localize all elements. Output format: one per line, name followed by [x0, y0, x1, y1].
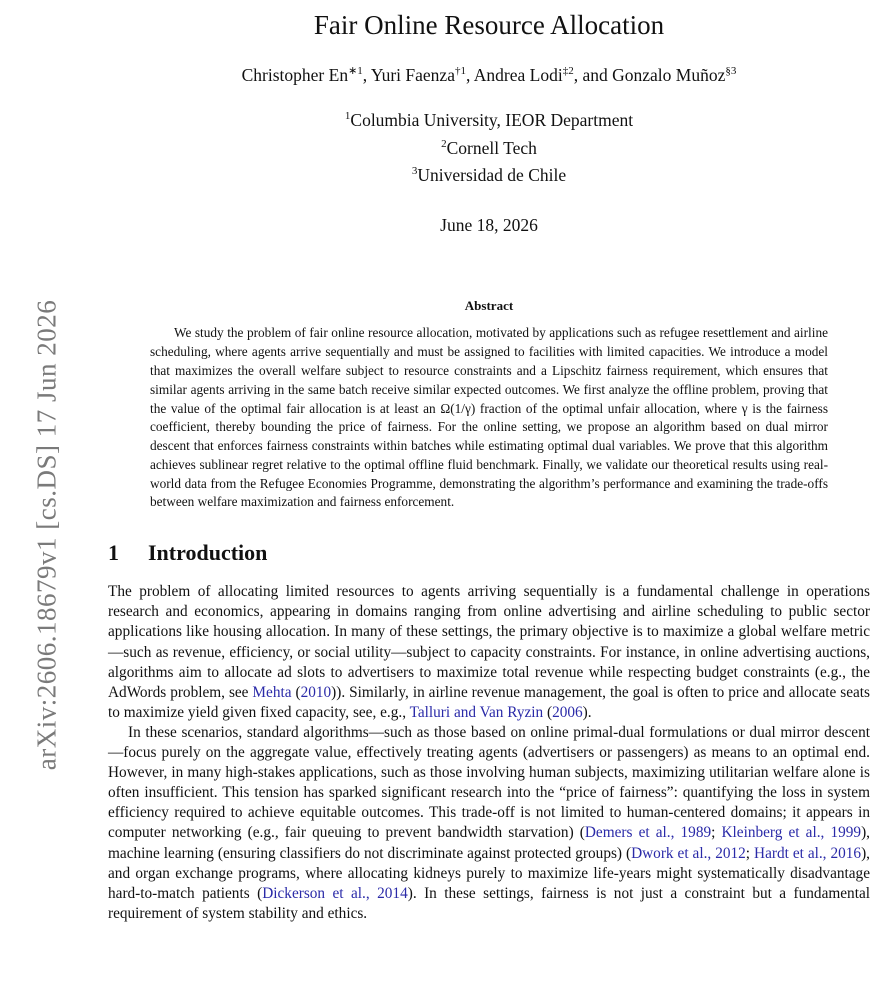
citation-link[interactable]: Dwork et al., 2012	[631, 844, 746, 862]
author-mark: ∗1	[348, 65, 363, 77]
affiliation	[108, 104, 870, 132]
paragraph-text: (	[543, 703, 553, 721]
paragraph-text: In these scenarios, standard algorithms—such as those based on online primal-dual formulations or dual mirror descent—focus purely on the aggregate value, effectively treating agents (advertisers or passengers) as means to an optimal end. However, in many high-stakes applications, such as those involving human subjects, maximizing utilitarian welfare alone is often insufficient. This tension has sparked significant research into the “price of fairness”: quantifying the loss in system efficiency required to achieve equitable outcomes. This trade-off is not limited to human-centered domains; it appears in computer networking (e.g., fair queuing to prevent bandwidth starvation) (	[108, 723, 870, 842]
body-paragraph	[108, 582, 870, 723]
paragraph-text: ), and organ exchange programs, where allocating kidneys purely to maximize life-years might systematically disadvantage hard-to-match patients (	[108, 844, 870, 902]
citation-link[interactable]: Dickerson et al., 2014	[262, 884, 408, 902]
affiliation-mark: 2	[441, 137, 447, 150]
citation-link[interactable]: Hardt et al., 2016	[754, 844, 862, 862]
section-number: 1	[108, 540, 119, 566]
affiliation	[108, 132, 870, 160]
arxiv-sidebar	[32, 245, 62, 825]
citation-link[interactable]: Kleinberg et al., 1999	[721, 824, 862, 842]
abstract-heading: Abstract	[464, 298, 514, 314]
author-name: Gonzalo Muñoz	[612, 64, 726, 85]
author-mark: §3	[725, 65, 737, 77]
author-name: Yuri Faenza	[370, 64, 455, 85]
paper-date: June 18, 2026	[440, 215, 538, 236]
citation-link[interactable]: Demers et al., 1989	[584, 824, 712, 842]
author-mark: †1	[454, 65, 466, 77]
affiliation-text: Cornell Tech	[446, 137, 537, 158]
author-separator: ,	[362, 64, 371, 85]
citation-link[interactable]: 2010	[300, 683, 332, 701]
body-paragraph	[108, 723, 870, 924]
arxiv-identifier: arXiv:2606.18679v1 [cs.DS] 17 Jun 2026	[31, 299, 62, 771]
section-title: Introduction	[148, 540, 268, 566]
author-name: Andrea Lodi	[473, 64, 563, 85]
author-list	[108, 64, 870, 86]
author-separator: ,	[465, 64, 474, 85]
paper-page	[108, 0, 870, 924]
author-mark: ‡2	[562, 65, 574, 77]
citation-link[interactable]: Talluri and Van Ryzin	[409, 703, 544, 721]
abstract-text: We study the problem of fair online resource allocation, motivated by applications such as refugee resettlement and airline scheduling, where agents arrive sequentially and must be assigned to facilities with limited capacities. We introduce a model that maximizes the overall welfare subject to resource constraints and a Lipschitz fairness requirement, which ensures that similar agents arriving in the same batch receive similar expected outcomes. We first analyze the offline problem, proving that the value of the optimal fair allocation is at least an Ω(1/γ) fraction of the optimal unfair allocation, where γ is the fairness coefficient, thereby bounding the price of fairness. For the online setting, we propose an algorithm based on dual mirror descent that enforces fairness constraints within batches while estimating optimal dual variables. We prove that this algorithm achieves sublinear regret relative to the optimal offline fluid benchmark. Finally, we validate our theoretical results using real-world data from the Refugee Economies Programme, demonstrating the algorithm’s performance and examining the trade-offs between welfare maximization and fairness enforcement.	[150, 325, 828, 510]
affiliation-list	[108, 104, 870, 187]
paragraph-text: ).	[582, 703, 592, 721]
affiliation-text: Universidad de Chile	[417, 165, 567, 186]
affiliation	[108, 159, 870, 187]
paragraph-text: ), machine learning (ensuring classifiers do not discriminate against protected groups) (	[108, 824, 870, 862]
affiliation-mark: 1	[344, 109, 351, 122]
citation-link[interactable]: Mehta	[252, 683, 292, 701]
paragraph-text: ;	[711, 824, 722, 842]
affiliation-mark: 3	[411, 165, 418, 178]
paragraph-text: ;	[745, 844, 755, 862]
paragraph-text: ). In these settings, fairness is not just a constraint but a fundamental requirement of system stability and ethics.	[108, 884, 870, 922]
paragraph-text: The problem of allocating limited resources to agents arriving sequentially is a fundamental challenge in operations research and economics, appearing in domains ranging from online advertising and airline scheduling to public sector applications like housing allocation. In many of these settings, the primary objective is to maximize a global welfare metric—such as revenue, efficiency, or social utility—subject to capacity constraints. For instance, in online advertising auctions, algorithms aim to allocate ad slots to advertisers to maximize total revenue while respecting budget constraints (e.g., the AdWords problem, see	[108, 583, 870, 701]
paper-title: Fair Online Resource Allocation	[313, 10, 665, 40]
introduction-body	[108, 582, 870, 924]
author-separator: , and	[573, 64, 613, 85]
affiliation-text: Columbia University, IEOR Department	[350, 109, 634, 130]
paragraph-text: (	[291, 683, 301, 701]
section-heading	[108, 540, 870, 566]
citation-link[interactable]: 2006	[552, 703, 583, 721]
author-name: Christopher En	[241, 64, 349, 85]
paragraph-text: )). Similarly, in airline revenue management, the goal is often to price and allocate seats to maximize yield given fixed capacity, see, e.g.,	[108, 683, 870, 721]
